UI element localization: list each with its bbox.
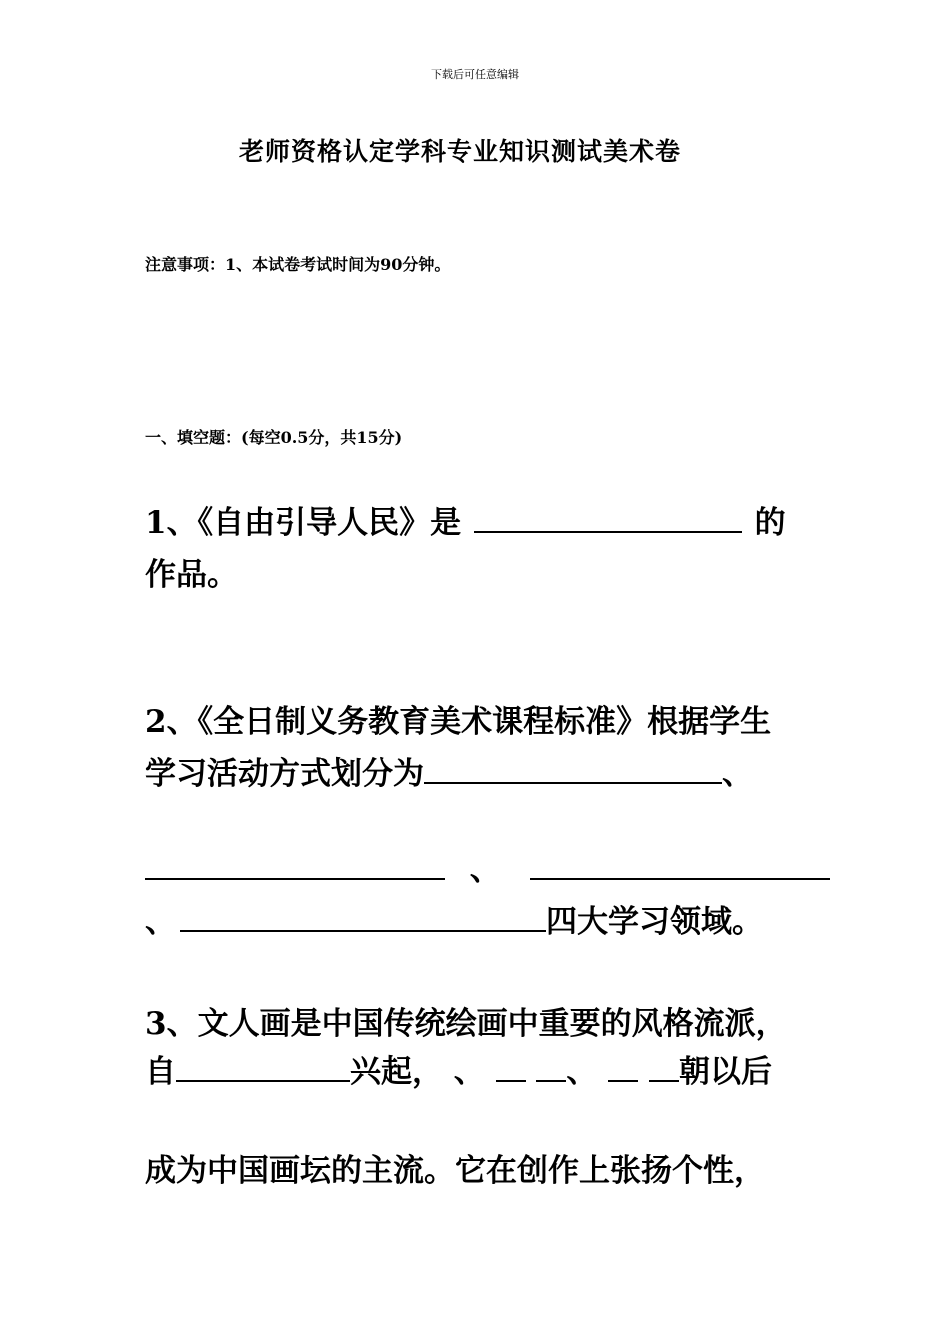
question-2-line-1: 2、《全日制义务教育美术课程标准》根据学生 [145, 704, 772, 740]
separator: 、 [566, 1054, 598, 1090]
page-title: 老师资格认定学科专业知识测试美术卷 [238, 137, 681, 166]
answer-blank[interactable] [496, 1046, 526, 1082]
exam-notice: 注意事项：1、本试卷考试时间为90分钟。 [145, 255, 451, 274]
question-3-text: 朝以后 [678, 1054, 772, 1090]
header-note: 下载后可任意编辑 [431, 68, 519, 81]
answer-blank[interactable] [176, 1046, 350, 1082]
question-3-line-2 [145, 1046, 810, 1098]
separator: 、 [453, 1054, 485, 1090]
answer-blank[interactable] [536, 1046, 566, 1082]
separator: 、 [145, 904, 176, 940]
question-2-text: 学习活动方式划分为 [145, 756, 424, 792]
question-3-text: 兴起， [350, 1054, 443, 1090]
question-3-text: 自 [145, 1054, 176, 1090]
question-1-text-end: 的 [754, 505, 786, 541]
question-3-line-3: 成为中国画坛的主流。它在创作上张扬个性， [145, 1153, 765, 1189]
question-2-line-4 [145, 896, 810, 948]
question-1-line-1 [145, 497, 810, 549]
answer-blank[interactable] [474, 497, 742, 533]
question-1-text: 1、《自由引导人民》是 [145, 505, 462, 541]
question-3-line-1: 3、文人画是中国传统绘画中重要的风格流派， [145, 1006, 787, 1042]
answer-blank[interactable] [145, 844, 445, 880]
question-2-line-2 [145, 748, 810, 800]
question-2-line-3 [145, 844, 810, 896]
answer-blank[interactable] [530, 844, 830, 880]
answer-blank[interactable] [180, 896, 546, 932]
section-heading: 一、填空题：(每空0.5分，共15分) [145, 428, 403, 447]
answer-blank[interactable] [649, 1046, 679, 1082]
question-2-tail: 四大学习领域。 [546, 904, 763, 940]
answer-blank[interactable] [424, 748, 722, 784]
question-1-line-2: 作品。 [145, 557, 238, 593]
separator: 、 [722, 756, 753, 792]
answer-blank[interactable] [608, 1046, 638, 1082]
separator: 、 [469, 852, 501, 888]
